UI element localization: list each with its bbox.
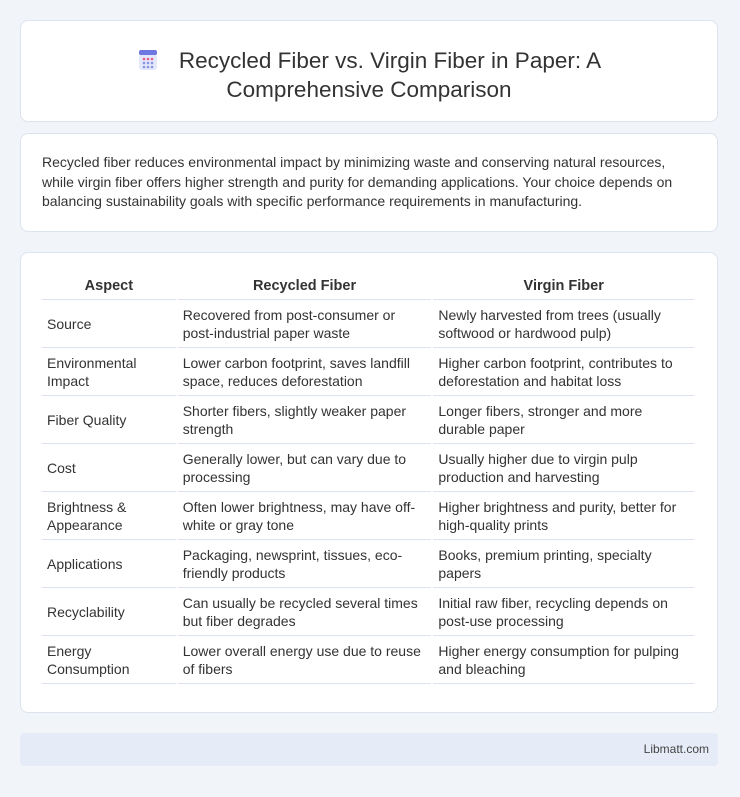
virgin-cell: Higher carbon footprint, contributes to deforestation and habitat loss (433, 348, 694, 396)
page-title-wrap (21, 46, 717, 104)
table-row (42, 396, 694, 444)
column-header-virgin: Virgin Fiber (433, 275, 694, 300)
recycled-cell: Lower overall energy use due to reuse of fibers (178, 636, 432, 684)
footer-site-link[interactable]: Libmatt.com (643, 742, 709, 756)
aspect-cell: Recyclability (42, 588, 176, 636)
recycled-cell: Lower carbon footprint, saves landfill space, reduces deforestation (178, 348, 432, 396)
aspect-cell: Cost (42, 444, 176, 492)
summary-text: Recycled fiber reduces environmental impact by minimizing waste and conserving natural resources, while virgin fiber offers higher strength and purity for demanding applications. Your choice depends on balancing sustainability goals with specific performance requirements in manufacturing. (42, 154, 673, 209)
table-row (42, 348, 694, 396)
title-card (20, 20, 718, 122)
virgin-cell: Initial raw fiber, recycling depends on post-use processing (433, 588, 694, 636)
aspect-cell: Applications (42, 540, 176, 588)
aspect-cell: Brightness & Appearance (42, 492, 176, 540)
table-row (42, 540, 694, 588)
table-row (42, 636, 694, 684)
comparison-card (20, 252, 718, 713)
virgin-cell: Higher energy consumption for pulping and bleaching (433, 636, 694, 684)
recycled-cell: Often lower brightness, may have off-white or gray tone (178, 492, 432, 540)
page-title-line2: Comprehensive Comparison (226, 77, 512, 102)
summary-card (20, 133, 718, 232)
recycled-cell: Can usually be recycled several times but fiber degrades (178, 588, 432, 636)
table-row (42, 300, 694, 348)
table-row (42, 588, 694, 636)
aspect-cell: Energy Consumption (42, 636, 176, 684)
comparison-table (40, 275, 696, 684)
column-header-aspect: Aspect (42, 275, 176, 300)
virgin-cell: Usually higher due to virgin pulp production and harvesting (433, 444, 694, 492)
footer-bar (20, 733, 718, 766)
recycled-cell: Generally lower, but can vary due to processing (178, 444, 432, 492)
page-title-line1: Recycled Fiber vs. Virgin Fiber in Paper: A (178, 48, 602, 73)
virgin-cell: Books, premium printing, specialty papers (433, 540, 694, 588)
column-header-recycled: Recycled Fiber (178, 275, 432, 300)
aspect-cell: Fiber Quality (42, 396, 176, 444)
virgin-cell: Longer fibers, stronger and more durable paper (433, 396, 694, 444)
recycled-cell: Shorter fibers, slightly weaker paper strength (178, 396, 432, 444)
aspect-cell: Environmental Impact (42, 348, 176, 396)
virgin-cell: Newly harvested from trees (usually softwood or hardwood pulp) (433, 300, 694, 348)
recycled-cell: Packaging, newsprint, tissues, eco-friendly products (178, 540, 432, 588)
table-row (42, 492, 694, 540)
document-grid-icon (137, 49, 159, 71)
aspect-cell: Source (42, 300, 176, 348)
virgin-cell: Higher brightness and purity, better for high-quality prints (433, 492, 694, 540)
table-header-row (42, 275, 694, 300)
table-row (42, 444, 694, 492)
recycled-cell: Recovered from post-consumer or post-industrial paper waste (178, 300, 432, 348)
